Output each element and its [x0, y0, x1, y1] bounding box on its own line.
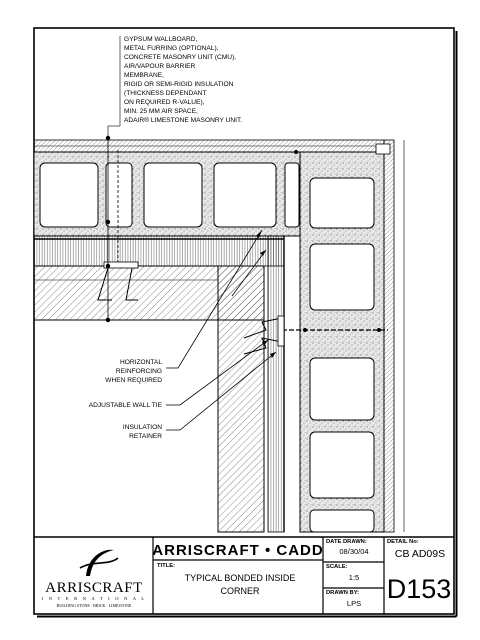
wall-section-drawing	[34, 136, 404, 532]
layer-note: CONCRETE MASONRY UNIT (CMU),	[124, 54, 237, 61]
callout-notes	[89, 359, 163, 440]
arriscraft-logo	[42, 545, 147, 608]
cmu-cell	[310, 358, 374, 420]
reinforcing-rod	[377, 328, 381, 332]
logo-wordmark: ARRISCRAFT	[45, 580, 143, 596]
cmu-cell	[40, 163, 98, 227]
layer-note: METAL FURRING (OPTIONAL),	[124, 45, 219, 52]
layer-note: (THICKNESS DEPENDANT	[124, 90, 207, 97]
cmu-cell	[310, 510, 374, 532]
wall-tie-note: ADJUSTABLE WALL TIE	[88, 402, 162, 409]
layer-note: MIN. 25 MM AIR SPACE,	[124, 108, 198, 115]
cmu-cell	[106, 163, 132, 227]
limestone-veneer-vertical	[218, 266, 264, 532]
cmu-cell	[310, 244, 374, 310]
insulation-retainer-note: RETAINER	[129, 433, 162, 440]
drawing-title-line: TYPICAL BONDED INSIDE	[184, 573, 296, 583]
insulation-retainer-note: INSULATION	[122, 424, 162, 431]
company-heading: ARRISCRAFT • CADD	[152, 542, 324, 559]
horizontal-reinforcing-note: WHEN REQUIRED	[105, 377, 162, 384]
logo-mark-frame	[78, 545, 116, 575]
horizontal-reinforcing-note: HORIZONTAL	[119, 359, 162, 366]
layer-note: ON REQUIRED R-VALUE),	[124, 99, 205, 106]
layer-note: MEMBRANE,	[124, 72, 164, 79]
scale-value: 1:5	[348, 573, 360, 582]
drawn-by-caption: DRAWN BY:	[326, 590, 360, 596]
cmu-cell	[310, 432, 374, 498]
cmu-cell	[285, 163, 299, 227]
drawing-title-line: CORNER	[220, 586, 260, 596]
title-block	[34, 537, 454, 614]
leader-dot	[106, 318, 110, 322]
logo-international: I N T E R N A T I O N A L	[41, 596, 147, 601]
date-caption: DATE DRAWN:	[326, 539, 367, 545]
drawn-by-value: LPS	[346, 599, 362, 608]
detail-code: CB AD09S	[394, 548, 446, 560]
detail-caption: DETAIL No:	[387, 539, 419, 545]
leader-dot	[106, 264, 110, 268]
layer-notes	[108, 36, 242, 138]
cmu-cell	[144, 163, 202, 227]
cmu-cell	[214, 163, 276, 227]
gypsum-wallboard-right	[384, 140, 394, 532]
leader-dot	[294, 150, 298, 154]
cmu-cell	[310, 178, 374, 228]
horizontal-reinforcing-note: REINFORCING	[115, 368, 162, 375]
insulation-horizontal	[34, 236, 284, 266]
date-value: 08/30/04	[339, 547, 369, 556]
title-caption: TITLE:	[157, 563, 176, 569]
layer-note: AIR/VAPOUR BARRIER	[124, 63, 196, 70]
detail-number: D153	[386, 574, 452, 604]
leader-dot	[106, 220, 110, 224]
logo-tagline: BUILDING STONE · BRICK · LIMESTONE	[56, 603, 132, 608]
logo-swoosh	[80, 558, 118, 568]
layer-note: GYPSUM WALLBOARD,	[124, 36, 198, 43]
tie-plate	[278, 316, 284, 346]
layer-note: ADAIR® LIMESTONE MASONRY UNIT.	[124, 117, 243, 124]
scale-caption: SCALE:	[326, 564, 348, 570]
layer-note: RIGID OR SEMI-RIGID INSULATION	[124, 81, 234, 88]
corner-bead	[376, 144, 390, 154]
insulation-vertical	[268, 236, 284, 532]
reinforcing-rod	[303, 328, 307, 332]
